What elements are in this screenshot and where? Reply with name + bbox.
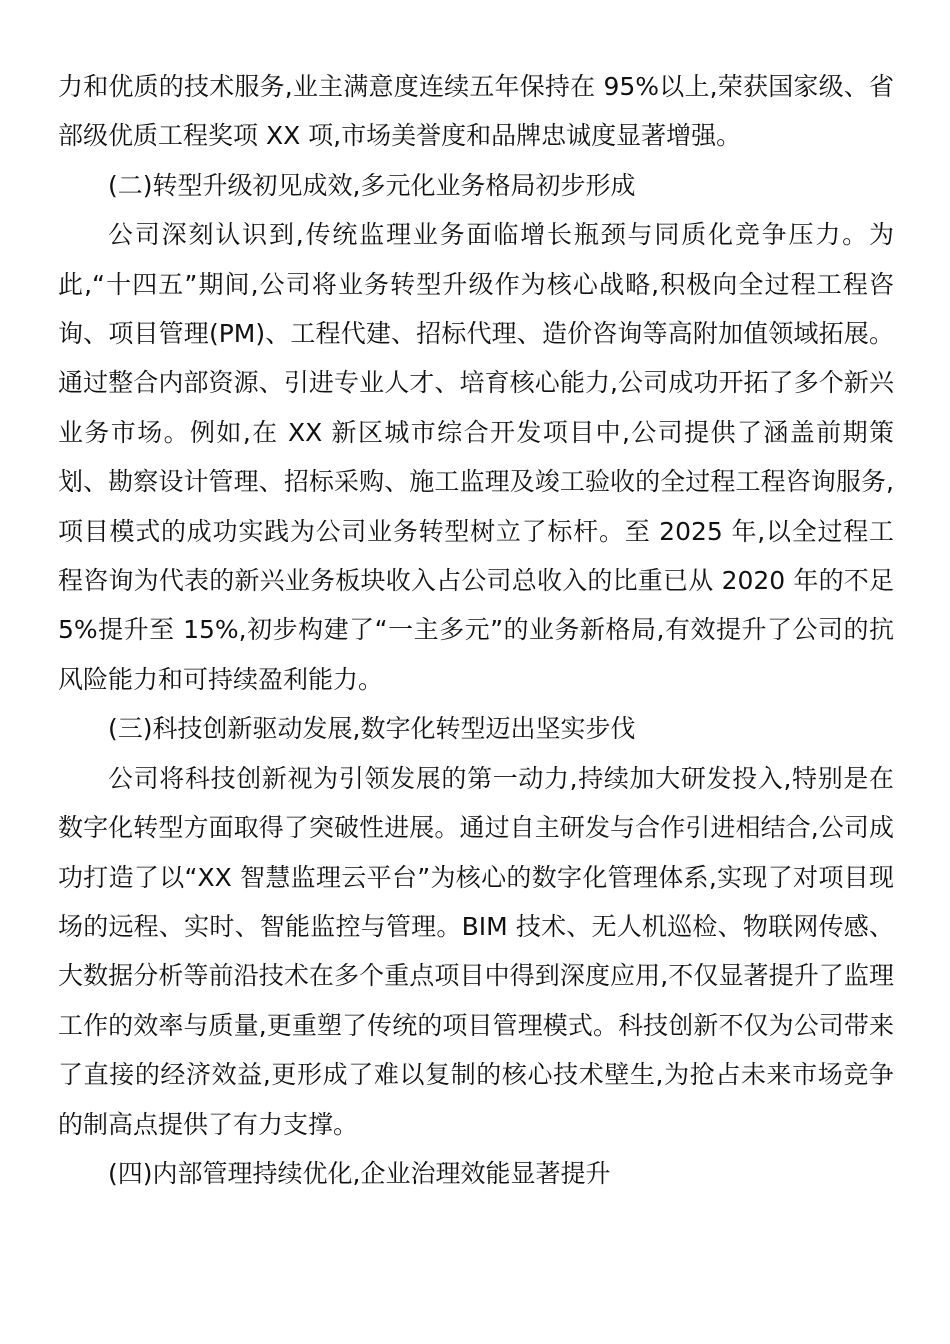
section-heading-3: (三)科技创新驱动发展,数字化转型迈出坚实步伐	[108, 714, 636, 744]
section-heading-4: (四)内部管理持续优化,企业治理效能显著提升	[108, 1158, 611, 1188]
paragraph-service-quality: 力和优质的技术服务,业主满意度连续五年保持在 95%以上,荣获国家级、省部级优质工程奖项 XX 项,市场美誉度和品牌忠诚度显著增强。	[58, 72, 894, 151]
section-heading-2: (二)转型升级初见成效,多元化业务格局初步形成	[108, 170, 636, 200]
paragraph-technology: 公司将科技创新视为引领发展的第一动力,持续加大研发投入,特别是在数字化转型方面取得了突破性进展。通过自主研发与合作引进相结合,公司成功打造了以“XX 智慧监理云平台”为核心的数字化管理体系,实现了对项目现场的远程、实时、智能监控与管理。BIM 技术、无人机巡检、物联网传感、大数据分析等前沿技术在多个重点项目中得到深度应用,不仅显著提升了监理工作的效率与质量,更重塑了传统的项目管理模式。科技创新不仅为公司带来了直接的经济效益,更形成了难以复制的核心技术壁生,为抢占未来市场竞争的制高点提供了有力支撑。	[58, 763, 894, 1139]
document-page	[58, 62, 894, 1198]
paragraph-transformation: 公司深刻认识到,传统监理业务面临增长瓶颈与同质化竞争压力。为此,“十四五”期间,公司将业务转型升级作为核心战略,积极向全过程工程咨询、项目管理(PM)、工程代建、招标代理、造价咨询等高附加值领域拓展。通过整合内部资源、引进专业人才、培育核心能力,公司成功开拓了多个新兴业务市场。例如,在 XX 新区城市综合开发项目中,公司提供了涵盖前期策划、勘察设计管理、招标采购、施工监理及竣工验收的全过程工程咨询服务,项目模式的成功实践为公司业务转型树立了标杆。至 2025 年,以全过程工程咨询为代表的新兴业务板块收入占公司总收入的比重已从 2020 年的不足 5%提升至 15%,初步构建了“一主多元”的业务新格局,有效提升了公司的抗风险能力和可持续盈利能力。	[58, 220, 894, 694]
